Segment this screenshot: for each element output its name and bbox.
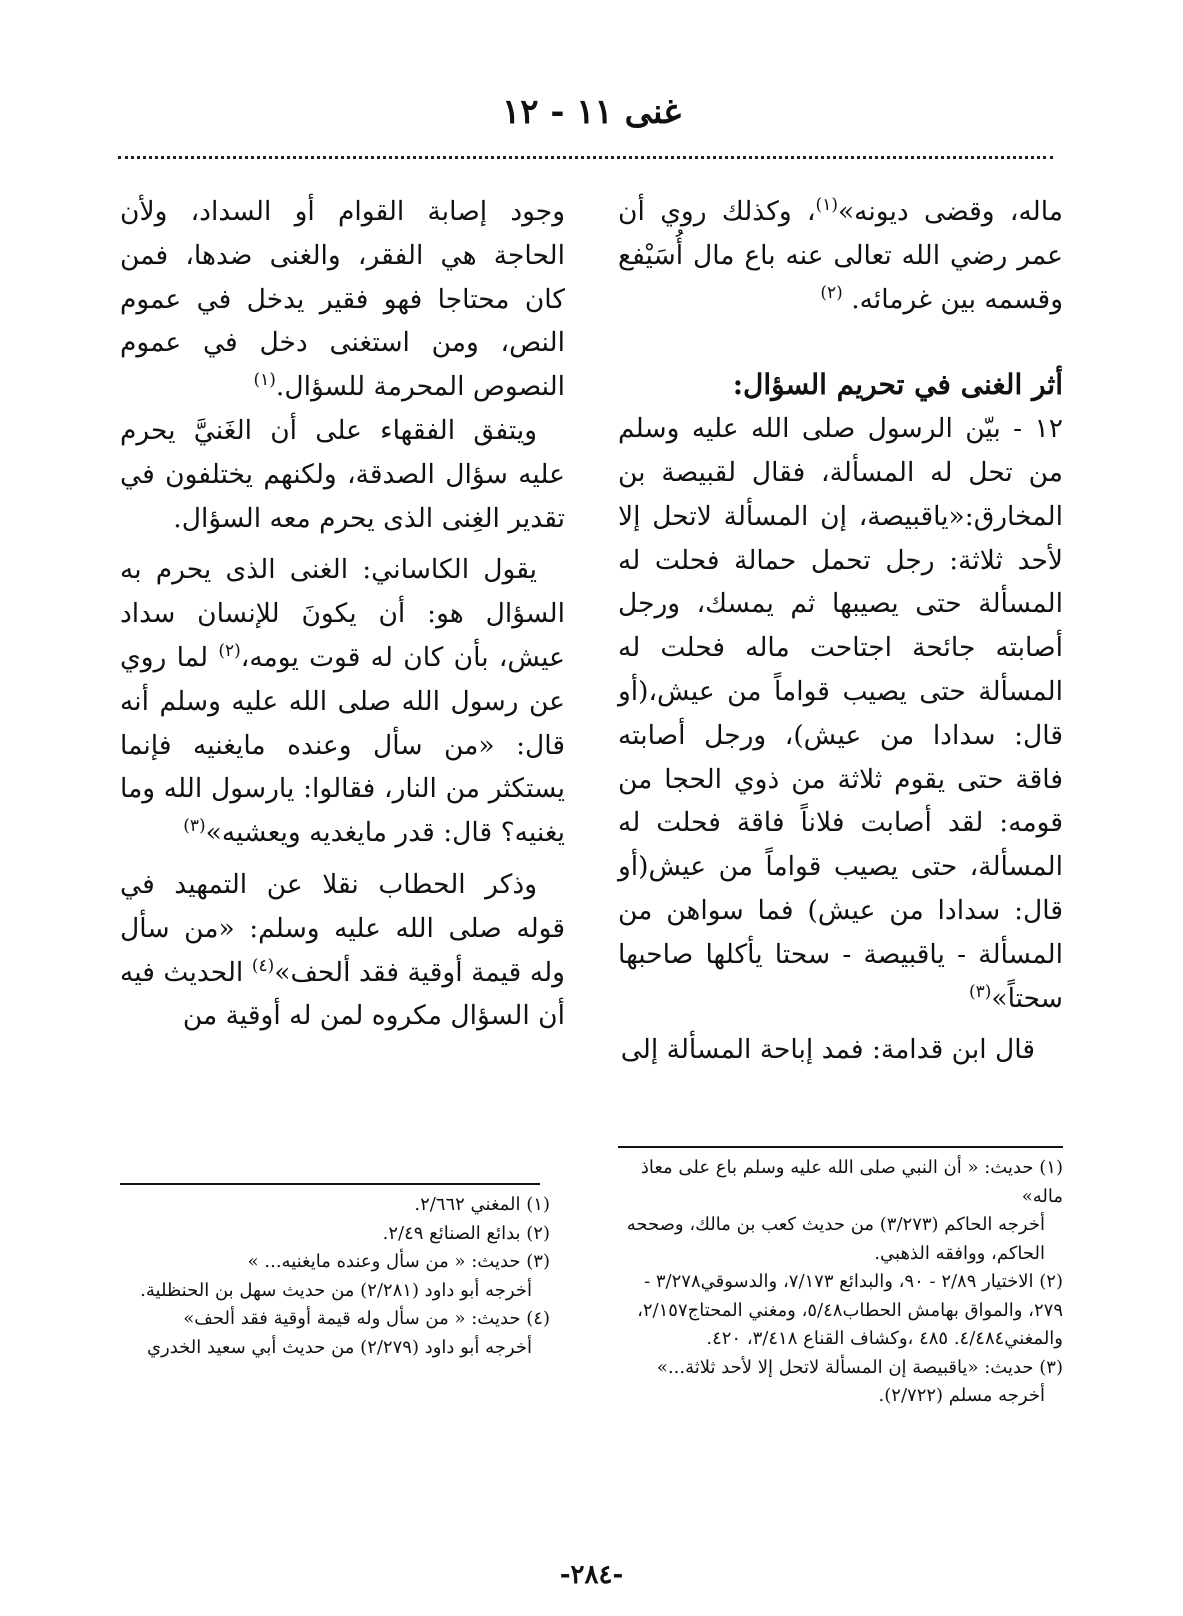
right-column	[618, 190, 1063, 1072]
left-para-3-text-continued: لما روي عن رسول الله صلى الله عليه وسلم أنه قال: «من سأل وعنده مايغنيه فإنما يستكثر من النار، فقالوا: يارسول الله وما يغنيه؟ قال: قدر مايغديه ويعشيه»	[120, 641, 565, 849]
running-title: غنى ١١ - ١٢	[501, 92, 682, 132]
right-footnotes	[618, 1154, 1063, 1411]
header-dotted-rule	[118, 156, 1053, 159]
footnote-4: (٤) حديث: « من سأل وله قيمة أوقية فقد ألحف»	[183, 1308, 550, 1329]
footnote-3-source: أخرجه مسلم (٢/٧٢٢).	[878, 1385, 1045, 1406]
left-para-4-text-continued: الحديث فيه أن السؤال مكروه لمن له أوقية من	[120, 956, 565, 1032]
footnote-ref: (٣)	[183, 816, 206, 837]
footnote-3: (٣) حديث: « من سأل وعنده مايغنيه... »	[247, 1251, 550, 1272]
right-para-1	[618, 190, 1063, 321]
left-footnotes	[110, 1191, 550, 1362]
left-para-1-text: وجود إصابة القوام أو السداد، ولأن الحاجة هي الفقر، والغنى ضدها، فمن كان محتاجا فهو فقير يدخل في عموم النص، ومن استغنى دخل في عموم النصوص المحرمة للسؤال.	[120, 196, 565, 403]
left-para-4-text: وذكر الحطاب نقلا عن التمهيد في قوله صلى الله عليه وسلم: «من سأل وله قيمة أوقية فقد ألحف»	[120, 868, 565, 988]
footnote-4-source: أخرجه أبو داود (٢/٢٧٩) من حديث أبي سعيد الخدري	[146, 1336, 532, 1358]
right-para-2-text: ١٢ - بيّن الرسول صلى الله عليه وسلم من تحل له المسألة، فقال لقبيصة بن المخارق:«ياقبيصة، إن المسألة لاتحل إلا لأحد ثلاثة: رجل تحمل حمالة فحلت له المسألة حتى يصيبها ثم يمسك، ورجل أصابته جائحة اجتاحت ماله فحلت له المسألة حتى يصيب قواماً من عيش،(أو قال: سدادا من عيش)، ورجل أصابته فاقة حتى يقوم ثلاثة من ذوي الحجا من قومه: لقد أصابت فلاناً فاقة فحلت له المسألة، حتى يصيب قواماً من عيش(أو قال: سدادا من عيش) فما سواهن من المسألة - ياقبيصة - سحتا يأكلها صاحبها سحتاً»	[618, 413, 1063, 1014]
footnote-ref: (١)	[253, 370, 276, 391]
right-para-2	[618, 407, 1063, 1020]
left-para-3	[120, 548, 565, 855]
footnote-3-source: أخرجه أبو داود (٢/٢٨١) من حديث سهل بن الحنظلية.	[140, 1279, 532, 1301]
left-footnote-rule	[120, 1183, 540, 1185]
right-para-1-text: ماله، وقضى ديونه»	[837, 196, 1063, 227]
right-para-3: قال ابن قدامة: فمد إباحة المسألة إلى	[620, 1034, 1035, 1066]
left-para-1	[120, 190, 565, 409]
footnote-2: (٢) الاختيار ٢/٨٩ - ٩٠، والبدائع ٧/١٧٣، والدسوقي٣/٢٧٨ - ٢٧٩، والمواق بهامش الحطاب٥/٤٨، ومغني المحتاج٢/١٥٧، والمغني٤/٤٨٤. ٤٨٥ ،وكشاف القناع ٣/٤١٨، ٤٢٠.	[637, 1271, 1063, 1349]
footnote-1-source: أخرجه الحاكم (٣/٢٧٣) من حديث كعب بن مالك، وصححه الحاكم، ووافقه الذهبي.	[626, 1214, 1045, 1264]
footnote-ref: (٢)	[820, 282, 843, 303]
left-para-2: ويتفق الفقهاء على أن الغَنيَّ يحرم عليه سؤال الصدقة، ولكنهم يختلفون في تقدير الغِنى الذى يحرم معه السؤال.	[120, 414, 565, 534]
footnote-1: (١) حديث: « أن النبي صلى الله عليه وسلم باع على معاذ ماله»	[640, 1157, 1063, 1207]
footnote-ref: (٢)	[218, 641, 241, 662]
footnote-ref: (٣)	[968, 981, 992, 1002]
left-column	[120, 190, 565, 1038]
footnote-2: (٢) بدائع الصنائع ٢/٤٩.	[382, 1222, 550, 1244]
right-para-1-text-continued: ، وكذلك روي أن عمر رضي الله تعالى عنه باع مال أُسَيْفع وقسمه بين غرمائه.	[618, 196, 1063, 315]
section-heading: أثر الغنى في تحريم السؤال:	[732, 368, 1063, 402]
page-number: -٢٨٤-	[559, 1560, 624, 1590]
left-para-4	[120, 863, 565, 1038]
right-footnote-rule	[618, 1146, 1063, 1148]
footnote-ref: (١)	[815, 195, 838, 216]
footnote-3: (٣) حديث: «ياقبيصة إن المسألة لاتحل إلا لأحد ثلاثة...»	[656, 1356, 1063, 1378]
footnote-1: (١) المغني ٢/٦٦٢.	[414, 1194, 550, 1215]
left-para-3-text: يقول الكاساني: الغنى الذى يحرم به السؤال هو: أن يكونَ للإنسان سداد عيش، بأن كان له قوت يومه،	[120, 554, 565, 673]
footnote-ref: (٤)	[251, 955, 275, 976]
